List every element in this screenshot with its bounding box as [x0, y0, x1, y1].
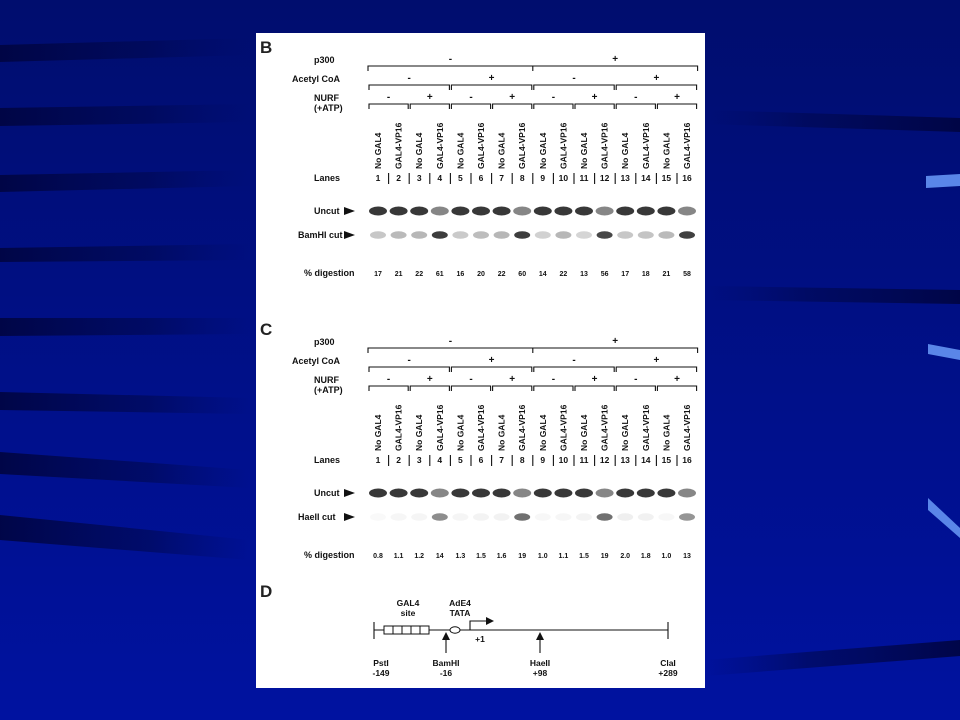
tata-label: AdE4	[449, 598, 471, 608]
panel-b-nurf-state: -	[386, 92, 391, 103]
panel-b-activator-label: No GAL4	[537, 132, 548, 169]
panel-c-acetyl-state: -	[572, 355, 576, 366]
panel-b-nurf-bracket	[369, 104, 697, 109]
panel-b-nurf-state: +	[591, 92, 598, 103]
panel-c-lane-number: 5	[458, 455, 463, 465]
panel-c-activator-label: No GAL4	[661, 414, 672, 451]
panel-c-lane-number: 11	[579, 455, 589, 465]
panel-c-activator-label: No GAL4	[537, 414, 548, 451]
panel-c-acetyl-label: Acetyl CoA	[292, 356, 341, 366]
panel-b-lane-dividers	[389, 173, 677, 184]
panel-b-cut-band	[391, 231, 407, 239]
panel-c-lane-number: 9	[540, 455, 546, 465]
panel-b-activator-label: No GAL4	[661, 132, 672, 169]
panel-b-digestion-value: 61	[435, 271, 444, 278]
panel-b-uncut-arrow	[344, 207, 355, 215]
panel-c-cut-band	[411, 513, 427, 521]
panel-c-digestion-value: 1.0	[661, 553, 672, 560]
tss-label: +1	[475, 634, 485, 644]
panel-c-activator-label: GAL4-VP16	[640, 404, 651, 451]
panel-c-digestion-value: 14	[435, 553, 444, 560]
gal4-site-box	[402, 626, 411, 634]
panel-b-lanes-label: Lanes	[314, 173, 341, 183]
panel-c-activator-label: GAL4-VP16	[599, 404, 610, 451]
panel-c	[260, 320, 698, 560]
panel-b-digestion-value: 16	[456, 271, 465, 278]
panel-b-digestion-value: 22	[497, 271, 506, 278]
panel-c-nurf-state: -	[551, 374, 556, 385]
panel-b-cut-band	[597, 231, 613, 239]
panel-c-cut-band	[473, 513, 489, 521]
panel-c-nurf-state: +	[591, 374, 598, 385]
panel-b-uncut-band	[410, 207, 428, 216]
panel-c-activator-label: No GAL4	[455, 414, 466, 451]
panel-c-lane-number: 7	[499, 455, 504, 465]
panel-b-lane-number: 6	[478, 173, 484, 183]
tata-box	[450, 627, 460, 633]
panel-b-digestion-value: 22	[415, 271, 424, 278]
panel-c-nurf-state: +	[509, 374, 516, 385]
panel-c-digestion-value: 1.1	[558, 553, 569, 560]
panel-b-cut-band	[411, 231, 427, 239]
panel-c-uncut-band	[575, 489, 593, 498]
panel-b-uncut-band	[472, 207, 490, 216]
panel-b-uncut-band	[575, 207, 593, 216]
panel-c-digestion-value: 1.8	[640, 553, 651, 560]
panel-b-digestion-value: 20	[477, 271, 485, 278]
panel-c-lane-number: 4	[437, 455, 443, 465]
panel-b-acetyl-bracket	[369, 85, 697, 90]
panel-c-cut-band	[679, 513, 695, 521]
panel-b-p300-state: +	[612, 54, 619, 65]
panel-c-p300-state: -	[448, 336, 453, 347]
panel-b-activator-label: GAL4-VP16	[476, 122, 486, 169]
panel-c-cut-band	[617, 513, 633, 521]
panel-b-uncut-band	[390, 207, 408, 216]
panel-b-nurf-state: -	[551, 92, 556, 103]
panel-b-lane-number: 15	[661, 173, 672, 183]
panel-b-lane-number: 7	[499, 173, 504, 183]
panel-c-nurf-bracket	[369, 386, 697, 391]
panel-c-uncut-band	[451, 489, 469, 498]
panel-b-cut-band	[535, 231, 551, 239]
panel-c-uncut-band	[472, 489, 490, 498]
panel-c-activator-label: GAL4-VP16	[682, 404, 692, 451]
panel-c-activator-label: GAL4-VP16	[476, 404, 486, 451]
panel-c-cut-arrow	[344, 513, 355, 521]
panel-c-lane-number: 12	[599, 455, 610, 465]
gal4-site-label: site	[400, 608, 416, 618]
panel-c-nurf-state: -	[469, 374, 473, 385]
panel-c-cut-band	[638, 513, 654, 521]
panel-c-activator-label: GAL4-VP16	[558, 404, 569, 451]
panel-b-digestion-value: 13	[580, 271, 588, 278]
panel-b-uncut-band	[596, 207, 614, 216]
panel-b-digestion-value: 17	[374, 271, 382, 278]
panel-b-cut-band	[679, 231, 695, 239]
panel-c-lane-number: 8	[519, 455, 525, 465]
panel-c-p300-bracket	[368, 348, 698, 353]
panel-c-uncut-band	[637, 489, 655, 498]
panel-b-cut-band	[555, 231, 571, 239]
panel-b-lane-number: 8	[519, 173, 525, 183]
panel-b-digestion-value: 14	[538, 271, 547, 278]
panel-b-acetyl-state: -	[407, 73, 411, 84]
panel-b-lane-number: 16	[682, 173, 692, 183]
panel-b-activator-label: GAL4-VP16	[599, 122, 610, 169]
panel-b-uncut-band	[493, 207, 511, 216]
panel-c-cut-band	[514, 513, 530, 521]
panel-b-nurf-state: -	[469, 92, 473, 103]
panel-b-uncut-band	[369, 207, 387, 216]
panel-c-uncut-band	[678, 489, 696, 498]
panel-b-acetyl-label: Acetyl CoA	[292, 74, 341, 84]
panel-c-digestion-value: 19	[518, 553, 527, 560]
panel-b-lane-number: 2	[396, 173, 401, 183]
panel-c-cut-band	[597, 513, 613, 521]
panel-d	[260, 582, 678, 678]
panel-b-activator-label: No GAL4	[373, 132, 383, 169]
panel-b-activator-label: GAL4-VP16	[393, 122, 404, 169]
panel-c-digestion-value: 1.1	[393, 553, 404, 560]
panel-b-cut-band	[370, 231, 386, 239]
panel-c-digestion-value: 19	[600, 553, 609, 560]
panel-b-uncut-band	[554, 207, 572, 216]
panel-c-acetyl-state: +	[653, 355, 660, 366]
panel-b-nurf-state: +	[509, 92, 516, 103]
panel-c-cut-band	[452, 513, 468, 521]
panel-b-cut-band	[494, 231, 510, 239]
panel-c-letter: C	[260, 320, 273, 339]
panel-c-lanes-label: Lanes	[314, 455, 341, 465]
panel-b-cut-band	[576, 231, 592, 239]
panel-b-activator-label: No GAL4	[414, 132, 425, 169]
gal4-site-box	[384, 626, 393, 634]
gal4-site-box	[393, 626, 402, 634]
panel-b-uncut-band	[513, 207, 531, 216]
panel-c-uncut-band	[410, 489, 428, 498]
panel-c-nurf-state: +	[674, 374, 680, 385]
panel-c-digestion-value: 2.0	[620, 553, 631, 560]
panel-c-uncut-band	[390, 489, 408, 498]
psti-position: -149	[372, 668, 390, 678]
panel-c-lane-number: 2	[396, 455, 401, 465]
haeii-arrowhead	[536, 632, 544, 640]
panel-c-nurf-state: -	[386, 374, 391, 385]
panel-c-activator-label: No GAL4	[620, 414, 631, 451]
panel-b-cut-label: BamHI cut	[298, 230, 343, 240]
panel-c-acetyl-bracket	[369, 367, 697, 372]
panel-c-lane-number: 14	[641, 455, 651, 465]
panel-c-cut-band	[494, 513, 510, 521]
panel-c-digestion-value: 1.5	[476, 553, 486, 560]
panel-b-cut-band	[658, 231, 674, 239]
panel-b-nurf-label: NURF	[314, 93, 339, 103]
panel-b-cut-band	[452, 231, 468, 239]
panel-b-cut-band	[473, 231, 489, 239]
panel-b-digestion-value: 56	[600, 271, 609, 278]
panel-b-cut-band	[432, 231, 448, 239]
panel-c-lane-number: 6	[478, 455, 484, 465]
panel-c-cut-band	[370, 513, 386, 521]
panel-b-activator-label: GAL4-VP16	[640, 122, 651, 169]
panel-b-lane-number: 3	[416, 173, 422, 183]
tata-label: TATA	[449, 608, 471, 618]
bamhi-position: -16	[439, 668, 453, 678]
gal4-site-box	[411, 626, 420, 634]
panel-c-acetyl-state: -	[407, 355, 411, 366]
panel-b-activator-label: No GAL4	[620, 132, 631, 169]
panel-b-cut-arrow	[344, 231, 355, 239]
panel-c-cut-band	[555, 513, 571, 521]
panel-c-p300-label: p300	[314, 337, 335, 347]
panel-c-nurf-state: -	[634, 374, 638, 385]
panel-c-digestion-value: 0.8	[373, 553, 383, 560]
panel-c-lane-number: 16	[682, 455, 692, 465]
panel-b-letter: B	[260, 38, 273, 57]
panel-b-uncut-band	[431, 207, 449, 216]
panel-c-cut-label: HaeII cut	[298, 512, 336, 522]
panel-b-lane-number: 12	[599, 173, 610, 183]
panel-b-cut-band	[638, 231, 654, 239]
panel-c-lane-number: 10	[558, 455, 569, 465]
panel-c-activator-label: GAL4-VP16	[517, 404, 528, 451]
psti-label: PstI	[373, 658, 389, 668]
panel-c-uncut-band	[657, 489, 675, 498]
panel-b-cut-band	[617, 231, 633, 239]
bamhi-label: BamHI	[432, 658, 460, 668]
panel-b-lane-number: 11	[579, 173, 589, 183]
panel-b-p300-bracket	[368, 66, 698, 71]
panel-c-cut-band	[535, 513, 551, 521]
panel-c-lane-dividers	[389, 455, 677, 466]
panel-b-digestion-value: 21	[394, 271, 403, 278]
panel-b-digestion-value: 22	[559, 271, 568, 278]
panel-b-lane-number: 13	[620, 173, 630, 183]
haeii-label: HaeII	[529, 658, 551, 668]
panel-c-nurf-label-atp: (+ATP)	[314, 385, 343, 395]
panel-b-lane-number: 14	[641, 173, 651, 183]
panel-c-uncut-band	[616, 489, 634, 498]
panel-b-activator-label: GAL4-VP16	[434, 122, 445, 169]
panel-b-acetyl-state: +	[653, 73, 660, 84]
panel-b-digestion-value: 18	[641, 271, 650, 278]
panel-c-digestion-value: 1.0	[537, 553, 548, 560]
panel-c-digestion-value: 13	[683, 553, 691, 560]
panel-b-lane-number: 5	[458, 173, 463, 183]
panel-b-uncut-band	[616, 207, 634, 216]
panel-b-uncut-band	[678, 207, 696, 216]
tss-arrow	[470, 621, 486, 630]
panel-c-uncut-band	[493, 489, 511, 498]
bamhi-arrowhead	[442, 632, 450, 640]
panel-b-uncut-band	[451, 207, 469, 216]
panel-c-digestion-value: 1.2	[414, 553, 425, 560]
panel-c-cut-band	[391, 513, 407, 521]
panel-c-acetyl-state: +	[488, 355, 495, 366]
panel-b-nurf-state: -	[634, 92, 638, 103]
panel-c-activator-label: GAL4-VP16	[434, 404, 445, 451]
panel-b-acetyl-state: -	[572, 73, 576, 84]
panel-b	[260, 38, 698, 278]
panel-c-digestion-value: 1.3	[455, 553, 466, 560]
panel-b-uncut-band	[534, 207, 552, 216]
panel-c-lane-number: 13	[620, 455, 630, 465]
panel-c-digestion-value: 1.5	[579, 553, 589, 560]
panel-c-uncut-band	[513, 489, 531, 498]
panel-b-activator-label: No GAL4	[455, 132, 466, 169]
panel-b-uncut-band	[657, 207, 675, 216]
panel-b-digestion-value: 60	[518, 271, 527, 278]
panel-c-cut-band	[658, 513, 674, 521]
panel-d-letter: D	[260, 582, 273, 601]
panel-b-activator-label: No GAL4	[496, 132, 507, 169]
panel-b-lane-number: 4	[437, 173, 443, 183]
panel-c-cut-band	[576, 513, 592, 521]
panel-b-activator-label: GAL4-VP16	[682, 122, 692, 169]
panel-c-uncut-arrow	[344, 489, 355, 497]
panel-b-nurf-state: +	[674, 92, 680, 103]
panel-c-lane-number: 3	[416, 455, 422, 465]
panel-c-uncut-band	[431, 489, 449, 498]
panel-b-p300-state: -	[448, 54, 453, 65]
panel-c-activator-label: GAL4-VP16	[393, 404, 404, 451]
panel-b-lane-number: 1	[375, 173, 381, 183]
panel-c-digestion-label: % digestion	[304, 550, 355, 560]
panel-b-activator-label: No GAL4	[579, 132, 589, 169]
panel-c-p300-state: +	[612, 336, 619, 347]
panel-c-uncut-band	[534, 489, 552, 498]
panel-c-activator-label: No GAL4	[414, 414, 425, 451]
panel-b-digestion-value: 58	[683, 271, 691, 278]
gal4-site-box	[420, 626, 429, 634]
panel-c-uncut-band	[369, 489, 387, 498]
panel-c-uncut-band	[554, 489, 572, 498]
panel-b-lane-number: 10	[558, 173, 569, 183]
panel-c-lane-number: 1	[375, 455, 381, 465]
panel-b-p300-label: p300	[314, 55, 335, 65]
panel-c-cut-band	[432, 513, 448, 521]
panel-c-digestion-value: 1.6	[496, 553, 507, 560]
clai-label: ClaI	[660, 658, 676, 668]
panel-b-digestion-value: 17	[621, 271, 630, 278]
panel-c-activator-label: No GAL4	[496, 414, 507, 451]
panel-c-nurf-label: NURF	[314, 375, 339, 385]
clai-position: +289	[658, 668, 678, 678]
panel-b-acetyl-state: +	[488, 73, 495, 84]
panel-c-activator-label: No GAL4	[373, 414, 383, 451]
panel-b-nurf-state: +	[426, 92, 433, 103]
tss-arrowhead	[486, 617, 494, 625]
panel-b-lane-number: 9	[540, 173, 546, 183]
figure-panel	[256, 33, 705, 688]
panel-c-uncut-band	[596, 489, 614, 498]
panel-c-nurf-state: +	[426, 374, 433, 385]
panel-b-uncut-label: Uncut	[314, 206, 340, 216]
gal4-site-label: GAL4	[396, 598, 420, 608]
panel-c-uncut-label: Uncut	[314, 488, 340, 498]
panel-b-activator-label: GAL4-VP16	[558, 122, 569, 169]
panel-c-lane-number: 15	[661, 455, 672, 465]
panel-b-uncut-band	[637, 207, 655, 216]
panel-b-digestion-label: % digestion	[304, 268, 355, 278]
panel-b-nurf-label-atp: (+ATP)	[314, 103, 343, 113]
panel-b-activator-label: GAL4-VP16	[517, 122, 528, 169]
haeii-position: +98	[532, 668, 548, 678]
panel-b-digestion-value: 21	[662, 271, 671, 278]
panel-c-activator-label: No GAL4	[579, 414, 589, 451]
panel-b-cut-band	[514, 231, 530, 239]
